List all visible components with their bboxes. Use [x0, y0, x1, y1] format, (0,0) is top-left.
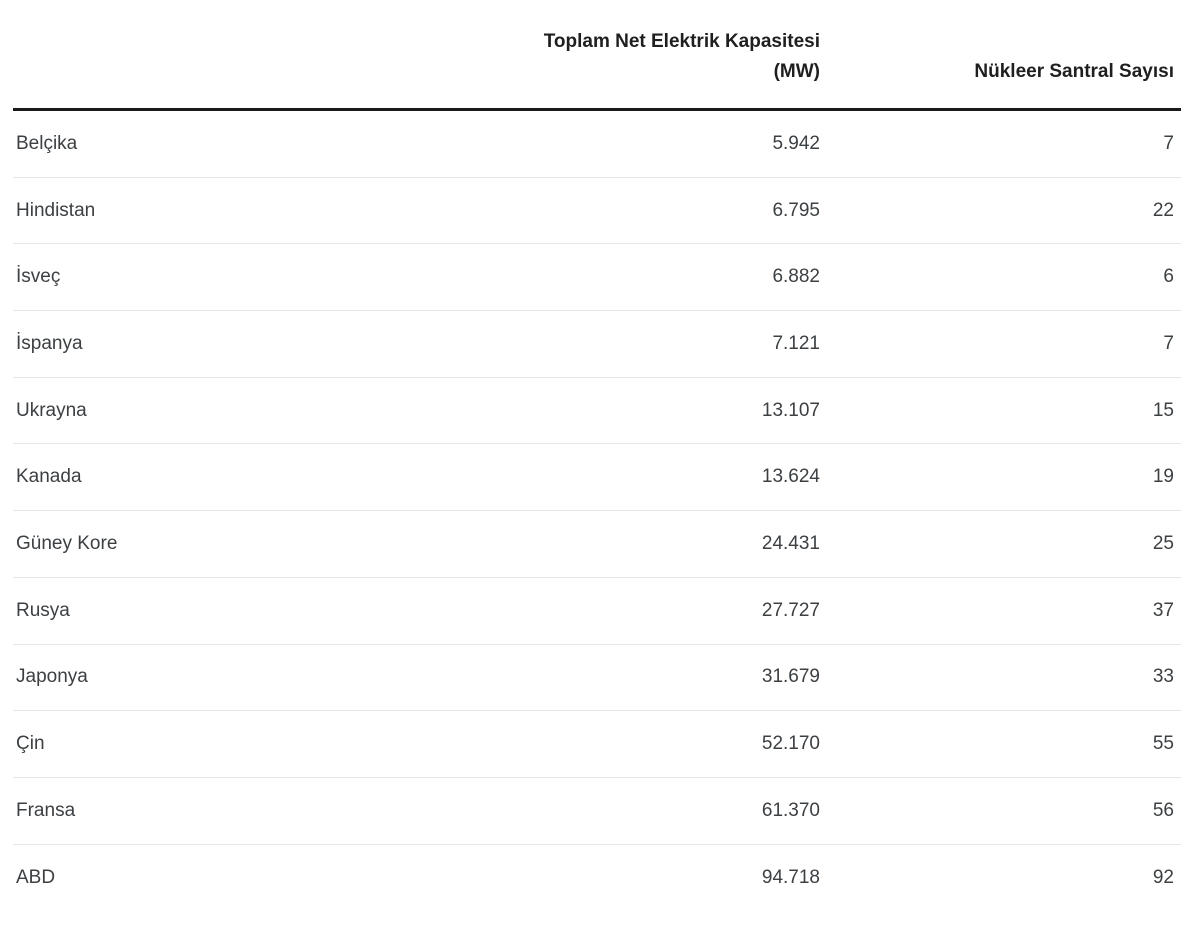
capacity-cell: 13.107: [761, 399, 820, 421]
table-row: [13, 111, 1181, 178]
table-row: [13, 845, 1181, 912]
table-header-row: [13, 0, 1181, 111]
header-cell-capacity: [447, 27, 820, 87]
table-row: [13, 311, 1181, 378]
header-capacity-line2: (MW): [773, 61, 820, 82]
count-cell: 7: [1163, 332, 1174, 354]
table-row: [13, 511, 1181, 578]
capacity-cell: 6.795: [772, 199, 820, 221]
count-cell: 25: [1152, 532, 1174, 554]
country-cell: İsveç: [16, 266, 61, 288]
count-cell: 33: [1152, 666, 1174, 688]
header-cell-count: Nükleer Santral Sayısı: [974, 61, 1174, 82]
count-cell: 92: [1152, 866, 1174, 888]
count-cell: 7: [1163, 132, 1174, 154]
capacity-cell: 24.431: [761, 532, 820, 554]
country-cell: Belçika: [16, 132, 78, 154]
capacity-cell: 5.942: [772, 132, 820, 154]
table-row: [13, 711, 1181, 778]
capacity-cell: 6.882: [772, 266, 820, 288]
count-cell: 56: [1152, 799, 1174, 821]
country-cell: İspanya: [16, 332, 83, 354]
country-cell: Çin: [16, 733, 45, 755]
country-cell: Güney Kore: [16, 532, 118, 554]
capacity-cell: 52.170: [761, 733, 820, 755]
table-body: [13, 111, 1181, 911]
count-cell: 6: [1163, 266, 1174, 288]
table-row: [13, 178, 1181, 245]
capacity-cell: 27.727: [761, 599, 820, 621]
count-cell: 22: [1152, 199, 1174, 221]
nuclear-capacity-table: [13, 0, 1181, 911]
capacity-cell: 61.370: [761, 799, 820, 821]
count-cell: 37: [1152, 599, 1174, 621]
table-row: [13, 645, 1181, 712]
count-cell: 15: [1152, 399, 1174, 421]
table-row: [13, 244, 1181, 311]
country-cell: Kanada: [16, 466, 82, 488]
table-row: [13, 444, 1181, 511]
capacity-cell: 7.121: [772, 332, 820, 354]
table-row: [13, 378, 1181, 445]
count-cell: 55: [1152, 733, 1174, 755]
country-cell: Japonya: [16, 666, 88, 688]
table-row: [13, 578, 1181, 645]
country-cell: Ukrayna: [16, 399, 87, 421]
capacity-cell: 31.679: [761, 666, 820, 688]
country-cell: Rusya: [16, 599, 70, 621]
capacity-cell: 94.718: [761, 866, 820, 888]
capacity-cell: 13.624: [761, 466, 820, 488]
country-cell: Fransa: [16, 799, 76, 821]
country-cell: ABD: [16, 866, 56, 888]
header-capacity-line1: Toplam Net Elektrik Kapasitesi: [543, 31, 820, 52]
country-cell: Hindistan: [16, 199, 96, 221]
count-cell: 19: [1152, 466, 1174, 488]
table-row: [13, 778, 1181, 845]
